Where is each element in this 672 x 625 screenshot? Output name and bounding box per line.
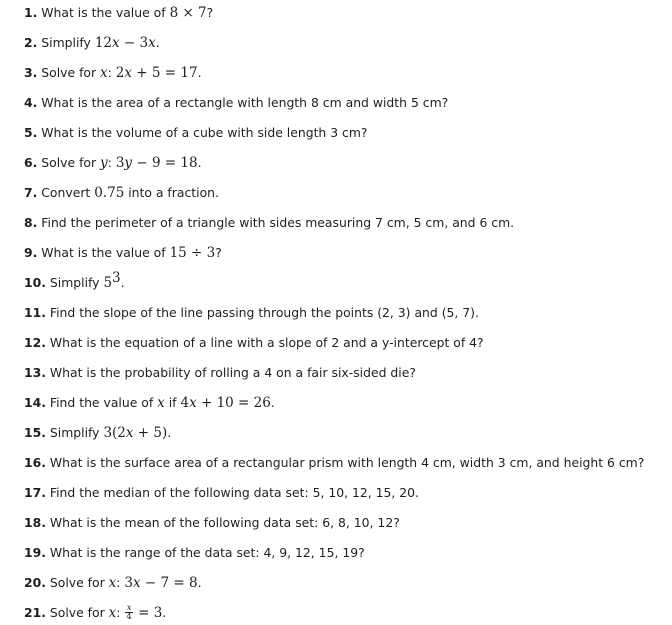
math-variable: x [124, 65, 133, 81]
math-exponent: 3 [112, 270, 121, 286]
question-item [24, 453, 668, 473]
question-item [24, 303, 668, 323]
question-text: What is the probability of rolling a 4 on a fair six-sided die? [45, 365, 416, 380]
math-variable: x [125, 425, 134, 441]
question-text: Find the value of [45, 395, 158, 410]
question-number: 9. [24, 245, 38, 260]
question-number: 21. [24, 605, 46, 620]
question-number: 10. [24, 275, 46, 290]
question-number: 11. [24, 305, 46, 320]
math-expression: + 5) [133, 425, 168, 441]
math-expression: + 5 = 17 [132, 65, 198, 81]
question-text: : [107, 155, 116, 170]
question-text: ? [215, 245, 222, 260]
question-text: into a fraction. [124, 185, 219, 200]
math-expression: + 10 = 26 [196, 395, 271, 411]
question-text: Solve for [37, 155, 101, 170]
math-expression: 2 [115, 65, 125, 81]
question-text: . [167, 425, 172, 440]
question-number: 7. [24, 185, 38, 200]
math-variable: x [189, 395, 197, 411]
question-item [24, 513, 668, 533]
question-number: 12. [24, 335, 46, 350]
fraction-numerator: x [126, 603, 132, 613]
math-expression: = 3 [133, 605, 163, 621]
question-item [24, 93, 668, 113]
question-text: What is the value of [37, 245, 170, 260]
question-item [24, 363, 668, 383]
question-text: . [197, 575, 202, 590]
question-text: . [197, 155, 202, 170]
question-text: if [164, 395, 181, 410]
question-text: Simplify [37, 35, 95, 50]
question-number: 14. [24, 395, 46, 410]
question-item [24, 183, 668, 203]
question-number: 6. [24, 155, 38, 170]
question-number: 18. [24, 515, 46, 530]
question-text: Find the median of the following data set: 5, 10, 12, 15, 20. [45, 485, 419, 500]
question-text: Find the slope of the line passing through the points (2, 3) and (5, 7). [45, 305, 479, 320]
question-text: . [120, 275, 125, 290]
question-item [24, 483, 668, 503]
math-variable: x [148, 35, 156, 51]
math-expression: 0.75 [94, 185, 125, 201]
question-text: What is the volume of a cube with side length 3 cm? [37, 125, 368, 140]
question-item [24, 213, 668, 233]
question-number: 16. [24, 455, 46, 470]
question-text: ? [206, 5, 214, 20]
question-item [24, 423, 668, 443]
math-variable: x [112, 35, 120, 51]
question-item [24, 393, 668, 413]
math-expression: − 7 = 8 [140, 575, 198, 591]
question-item [24, 333, 668, 353]
math-variable: y [100, 155, 108, 171]
question-item [24, 543, 668, 563]
question-text: What is the area of a rectangle with length 8 cm and width 5 cm? [37, 95, 449, 110]
math-expression: − 3 [119, 35, 149, 51]
math-expression: 8 × 7 [169, 5, 207, 21]
math-expression: 3 [124, 575, 133, 591]
question-text: What is the value of [37, 5, 170, 20]
math-expression: 5 [103, 275, 113, 291]
question-item [24, 573, 668, 593]
math-variable: x [100, 65, 108, 81]
math-expression: 3 [115, 155, 125, 171]
question-number: 13. [24, 365, 46, 380]
question-item [24, 243, 668, 263]
question-item [24, 153, 668, 173]
question-text: What is the surface area of a rectangular prism with length 4 cm, width 3 cm, and height 6 cm? [45, 455, 645, 470]
math-expression: 4 [180, 395, 190, 411]
question-number: 2. [24, 35, 38, 50]
question-text: What is the equation of a line with a slope of 2 and a y-intercept of 4? [45, 335, 484, 350]
question-text: . [197, 65, 202, 80]
math-variable: x [157, 395, 165, 411]
question-text: Find the perimeter of a triangle with sides measuring 7 cm, 5 cm, and 6 cm. [37, 215, 515, 230]
question-item [24, 3, 668, 23]
question-item [24, 123, 668, 143]
math-expression: − 9 = 18 [132, 155, 198, 171]
math-expression: 3(2 [103, 425, 126, 441]
question-text: . [162, 605, 167, 620]
question-text: : [107, 65, 116, 80]
question-number: 5. [24, 125, 38, 140]
question-text: . [270, 395, 275, 410]
question-item [24, 33, 668, 53]
math-fraction [125, 604, 132, 621]
question-item [24, 63, 668, 83]
question-text: Solve for [45, 575, 109, 590]
question-number: 20. [24, 575, 46, 590]
question-text: What is the range of the data set: 4, 9, 12, 15, 19? [45, 545, 365, 560]
question-number: 19. [24, 545, 46, 560]
question-text: : [116, 605, 125, 620]
question-text: Simplify [45, 425, 104, 440]
question-text: . [155, 35, 160, 50]
question-text: Convert [37, 185, 95, 200]
question-text: Simplify [45, 275, 104, 290]
question-number: 8. [24, 215, 38, 230]
question-number: 3. [24, 65, 38, 80]
question-text: Solve for [45, 605, 109, 620]
math-variable: y [124, 155, 133, 171]
question-number: 15. [24, 425, 46, 440]
math-expression: 12 [94, 35, 113, 51]
question-text: What is the mean of the following data set: 6, 8, 10, 12? [45, 515, 400, 530]
question-text: : [116, 575, 125, 590]
question-item [24, 603, 668, 623]
question-number: 17. [24, 485, 46, 500]
question-item [24, 270, 668, 293]
math-variable: x [108, 575, 117, 591]
math-variable: x [133, 575, 141, 591]
question-text: Solve for [37, 65, 101, 80]
question-number: 1. [24, 5, 38, 20]
fraction-denominator: 4 [126, 612, 132, 622]
math-variable: x [108, 605, 117, 621]
question-number: 4. [24, 95, 38, 110]
math-expression: 15 ÷ 3 [169, 245, 216, 261]
